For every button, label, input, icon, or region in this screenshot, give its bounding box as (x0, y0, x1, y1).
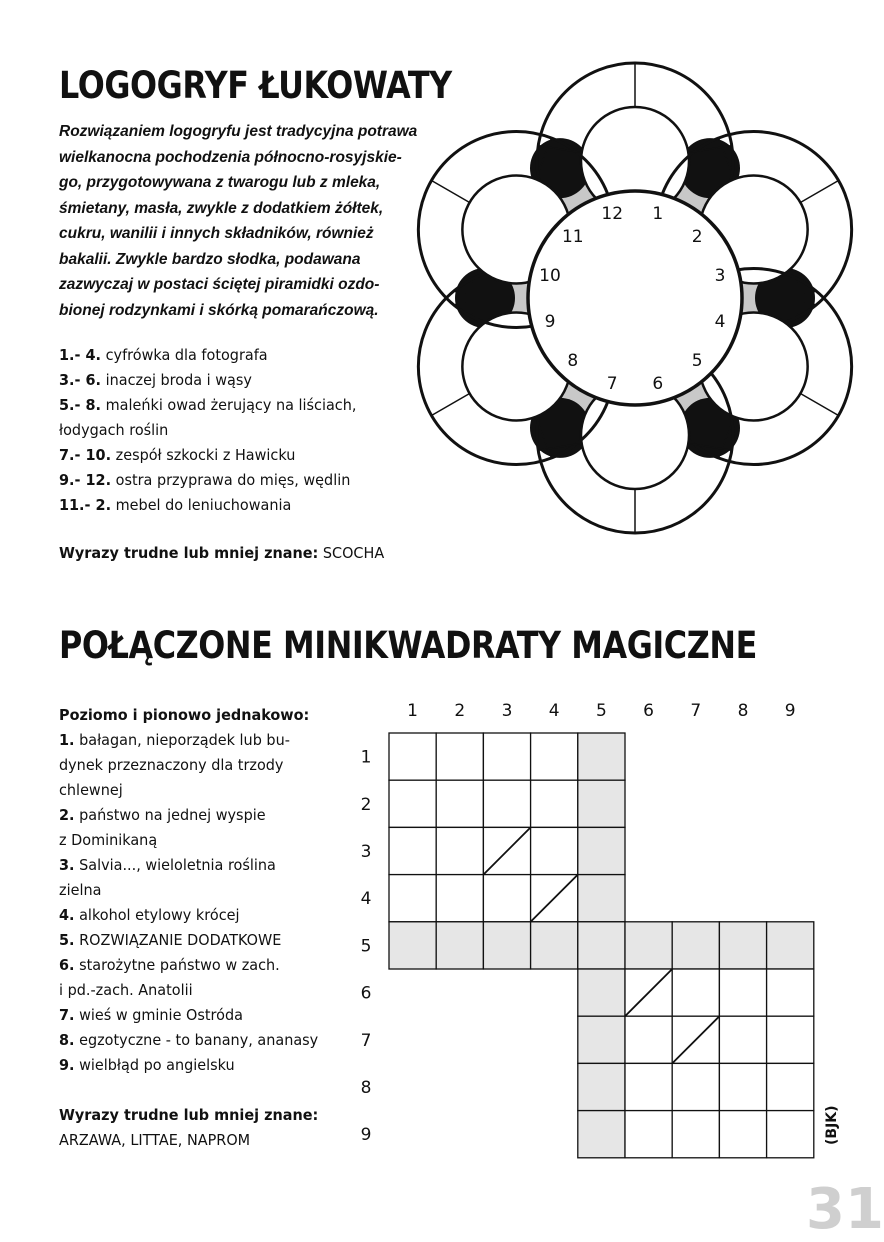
row-number: 4 (360, 889, 372, 910)
grid-cell (767, 1063, 814, 1110)
grid-cell (578, 1111, 625, 1158)
grid-cell (672, 922, 719, 969)
clue-line (59, 728, 347, 753)
grid-cell (531, 922, 578, 969)
grid-cell (767, 1016, 814, 1063)
clue-number: 8. (59, 1031, 75, 1049)
row-number: 6 (360, 983, 372, 1004)
clue-number: 5.- 8. (59, 396, 102, 414)
logogriph-intro (59, 119, 479, 323)
clue-number: 5. (59, 931, 75, 949)
clue-text: ROZWIĄZANIE DODATKOWE (74, 931, 282, 949)
grid-cell (578, 969, 625, 1016)
clue-number: 3. (59, 856, 75, 874)
diagram-number: 1 (652, 203, 664, 224)
row-number: 8 (360, 1078, 372, 1098)
clue-number: 4. (59, 906, 75, 924)
clue-text: Salvia..., wieloletnia roślina (74, 856, 276, 874)
clue-line (59, 853, 347, 878)
grid-cell (672, 969, 719, 1016)
grid-cell (531, 827, 578, 874)
center-circle (528, 191, 742, 405)
grid-cell (625, 1063, 672, 1110)
intro-line: wielkanocna pochodzenia północno-rosyjskie- (59, 148, 402, 166)
grid-cell (389, 922, 436, 969)
row-number: 9 (360, 1125, 372, 1146)
column-number: 1 (407, 701, 419, 721)
clue-line (59, 443, 422, 468)
diagram-number: 12 (601, 203, 624, 224)
clues-header: Poziomo i pionowo jednakowo: (59, 706, 310, 724)
grid-cell (483, 875, 530, 922)
diagram-number: 4 (714, 311, 726, 332)
clue-line (59, 928, 347, 953)
diagram-number: 6 (652, 374, 664, 395)
grid-cell (625, 1016, 672, 1063)
clue-number: 7.- 10. (59, 446, 112, 464)
clue-text: łodygach roślin (59, 421, 169, 439)
clue-text: inaczej broda i wąsy (101, 371, 252, 389)
row-number: 3 (360, 842, 372, 862)
grid-cell (578, 875, 625, 922)
grid-cell (389, 733, 436, 780)
clue-number: 9.- 12. (59, 471, 112, 489)
column-number: 9 (784, 701, 796, 721)
grid-cell (767, 922, 814, 969)
clue-text: z Dominikaną (59, 831, 158, 849)
clue-line (59, 903, 347, 928)
clue-line (59, 1003, 347, 1028)
grid-cell (578, 780, 625, 827)
logogriph-hard-words (59, 544, 384, 562)
petal-divider (431, 181, 469, 203)
clue-line (59, 753, 347, 778)
clue-number: 3.- 6. (59, 371, 102, 389)
grid-cell (531, 780, 578, 827)
clue-line (59, 493, 422, 518)
grid-cell (578, 827, 625, 874)
petal-divider (431, 394, 469, 416)
intro-line: śmietany, masła, zwykle z dodatkiem żółtek, (59, 199, 384, 217)
column-number: 8 (737, 701, 749, 721)
grid-cell (767, 1111, 814, 1158)
diagram-number: 11 (561, 226, 584, 247)
grid-cell (436, 827, 483, 874)
clue-line (59, 1028, 347, 1053)
clue-text: mebel do leniuchowania (111, 496, 292, 514)
grid-cell (578, 733, 625, 780)
clue-line (59, 978, 347, 1003)
clue-number: 7. (59, 1006, 75, 1024)
magic-squares-hard-words (59, 1103, 318, 1153)
grid-cell (389, 875, 436, 922)
diagram-number: 2 (691, 226, 703, 247)
grid-cell (719, 1063, 766, 1110)
column-number: 3 (501, 701, 513, 721)
grid-cells (389, 733, 814, 1158)
clue-text: cyfrówka dla fotografa (101, 346, 268, 364)
clue-text: zespół szkocki z Hawicku (111, 446, 296, 464)
grid-cell (436, 922, 483, 969)
grid-cell (625, 922, 672, 969)
clue-number: 1. (59, 731, 75, 749)
intro-line: cukru, wanilii i innych składników, również (59, 225, 374, 242)
grid-cell (531, 733, 578, 780)
grid-cell (578, 922, 625, 969)
magic-squares-clues (59, 703, 347, 1078)
clue-text: alkohol etylowy krócej (74, 906, 240, 924)
clue-number: 6. (59, 956, 75, 974)
column-number: 7 (690, 701, 702, 721)
clue-text: wielbłąd po angielsku (74, 1056, 235, 1074)
column-number: 5 (595, 701, 607, 721)
column-number: 2 (454, 701, 466, 721)
grid-cell (389, 827, 436, 874)
clue-text: ostra przyprawa do mięs, wędlin (111, 471, 351, 489)
magic-squares-grid (340, 690, 830, 1170)
clue-text: dynek przeznaczony dla trzody (59, 756, 284, 774)
clue-number: 2. (59, 806, 75, 824)
clue-line (59, 778, 347, 803)
author-credit: (BJK) (824, 1105, 840, 1145)
clue-text: zielna (59, 881, 102, 899)
clue-text: maleńki owad żerujący na liściach, (101, 396, 357, 414)
logogriph-diagram (430, 76, 870, 536)
grid-cell (767, 969, 814, 1016)
clue-number: 9. (59, 1056, 75, 1074)
clue-text: i pd.-zach. Anatolii (59, 981, 193, 999)
grid-cell (578, 1016, 625, 1063)
clue-line (59, 878, 347, 903)
hard-words-list: ARZAWA, LITTAE, NAPROM (59, 1131, 251, 1149)
intro-line: bakalii. Zwykle bardzo słodka, podawana (59, 250, 361, 268)
grid-cell (719, 969, 766, 1016)
clue-text: bałagan, nieporządek lub bu- (74, 731, 290, 749)
clue-text: egzotyczne - to banany, ananasy (74, 1031, 319, 1049)
clue-text: chlewnej (59, 781, 123, 799)
page-number: 31 (806, 1177, 884, 1242)
logogriph-clues (59, 343, 422, 518)
clue-line (59, 343, 422, 368)
clue-line (59, 803, 347, 828)
intro-line: Rozwiązaniem logogryfu jest tradycyjna potrawa (59, 123, 418, 140)
clue-text: państwo na jednej wyspie (74, 806, 266, 824)
row-number: 1 (360, 747, 372, 768)
clue-text: starożytne państwo w zach. (74, 956, 280, 974)
grid-cell (436, 780, 483, 827)
intro-line: go, przygotowywana z twarogu lub z mleka, (59, 174, 381, 191)
intro-line: zazwyczaj w postaci ściętej piramidki ozdo- (59, 276, 380, 293)
clue-text: wieś w gminie Ostróda (74, 1006, 243, 1024)
row-number: 7 (360, 1030, 372, 1051)
hard-words-label: Wyrazy trudne lub mniej znane: (59, 1106, 319, 1124)
diagram-number: 8 (567, 351, 579, 372)
diagram-number: 3 (714, 266, 726, 287)
grid-cell (436, 875, 483, 922)
grid-cell (719, 1111, 766, 1158)
clue-number: 1.- 4. (59, 346, 102, 364)
grid-cell (672, 1063, 719, 1110)
logogriph-title: LOGOGRYF ŁUKOWATY (59, 64, 452, 107)
grid-cell (578, 1063, 625, 1110)
grid-cell (672, 1111, 719, 1158)
hard-words-list: SCOCHA (318, 544, 385, 562)
clue-line (59, 418, 422, 443)
diagram-number: 9 (544, 311, 556, 332)
grid-cell (719, 1016, 766, 1063)
grid-cell (625, 1111, 672, 1158)
clue-line (59, 953, 347, 978)
grid-cell (483, 780, 530, 827)
petal-divider (800, 394, 838, 416)
magic-squares-title: POŁĄCZONE MINIKWADRATY MAGICZNE (59, 624, 757, 667)
clue-line (59, 393, 422, 418)
clue-number: 11.- 2. (59, 496, 112, 514)
diagram-number: 7 (606, 374, 618, 395)
column-number: 6 (643, 701, 655, 721)
diagram-number: 5 (691, 351, 703, 372)
clue-line (59, 368, 422, 393)
row-number: 5 (360, 936, 372, 957)
petal-divider (800, 181, 838, 203)
grid-cell (483, 922, 530, 969)
column-number: 4 (548, 701, 560, 721)
intro-line: bionej rodzynkami i skórką pomarańczową. (59, 301, 379, 319)
clue-line (59, 468, 422, 493)
grid-cell (483, 733, 530, 780)
grid-cell (436, 733, 483, 780)
grid-cell (719, 922, 766, 969)
row-number: 2 (360, 794, 372, 815)
hard-words-label: Wyrazy trudne lub mniej znane: (59, 544, 319, 562)
clue-line (59, 1053, 347, 1078)
diagram-number: 10 (539, 266, 561, 287)
clue-line (59, 828, 347, 853)
grid-cell (389, 780, 436, 827)
